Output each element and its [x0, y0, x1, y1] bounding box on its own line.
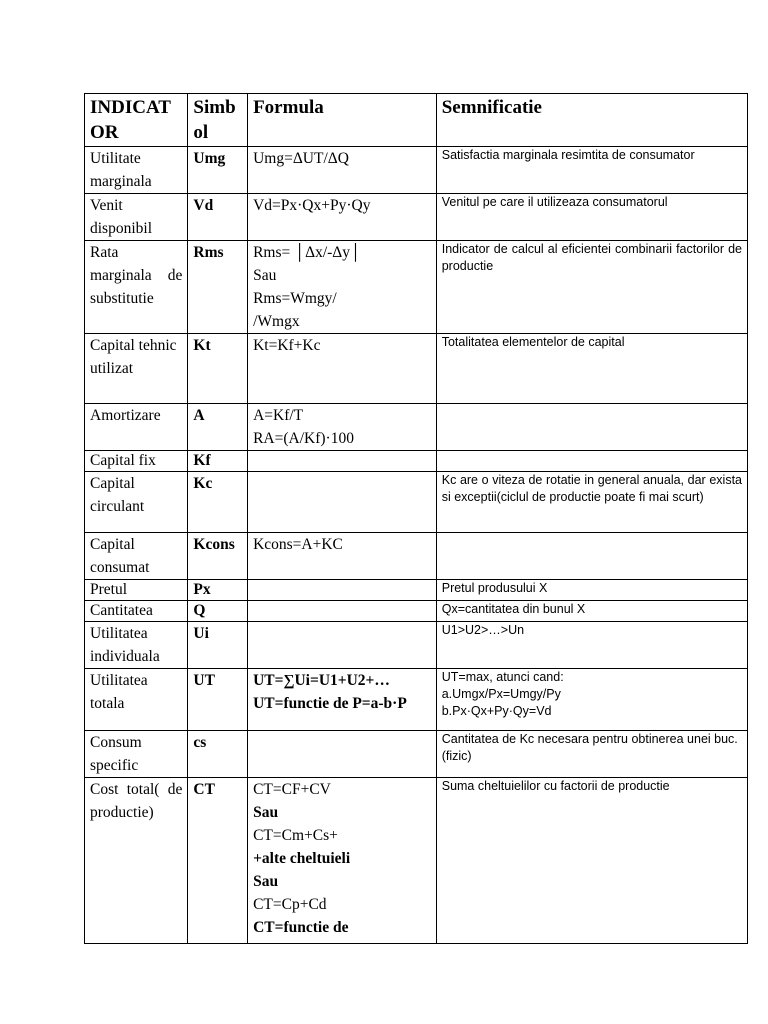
meaning-cell: Cantitatea de Kc necesara pentru obtinerea unei buc.(fizic)	[436, 731, 747, 778]
meaning-cell: Satisfactia marginala resimtita de consumator	[436, 147, 747, 194]
indicator-cell: Capital tehnic utilizat	[85, 334, 188, 404]
formula-cell	[248, 472, 437, 533]
meaning-cell: UT=max, atunci cand: a.Umgx/Px=Umgy/Py b.Px·Qx+Py·Qy=Vd	[436, 669, 747, 731]
formula-cell: A=Kf/T RA=(A/Kf)·100	[248, 404, 437, 451]
formula-cell	[248, 580, 437, 601]
formula-cell: Kcons=A+KC	[248, 533, 437, 580]
table-row	[85, 241, 748, 334]
indicator-cell: Cantitatea	[85, 601, 188, 622]
symbol-cell: cs	[188, 731, 248, 778]
meaning-cell: Kc are o viteza de rotatie in general anuala, dar exista si exceptii(ciclul de productie poate fi mai scurt)	[436, 472, 747, 533]
formula-cell: Rms= │Δx/-Δy│ Sau Rms=Wmgy/ /Wmgx	[248, 241, 437, 334]
symbol-cell: Kt	[188, 334, 248, 404]
meaning-cell: U1>U2>…>Un	[436, 622, 747, 669]
symbol-cell: Kc	[188, 472, 248, 533]
table-row	[85, 601, 748, 622]
header-meaning: Semnificatie	[436, 94, 747, 147]
table-row	[85, 622, 748, 669]
table-row	[85, 533, 748, 580]
indicator-cell: Utilitatea totala	[85, 669, 188, 731]
indicator-cell: Venit disponibil	[85, 194, 188, 241]
symbol-cell: UT	[188, 669, 248, 731]
table-row	[85, 580, 748, 601]
indicator-cell: Capital circulant	[85, 472, 188, 533]
symbol-cell: Kf	[188, 451, 248, 472]
meaning-cell: Pretul produsului X	[436, 580, 747, 601]
table-row	[85, 669, 748, 731]
symbol-cell: Rms	[188, 241, 248, 334]
indicator-cell: Cost total( de productie)	[85, 778, 188, 944]
symbol-cell: Ui	[188, 622, 248, 669]
indicator-cell: Pretul	[85, 580, 188, 601]
header-formula: Formula	[248, 94, 437, 147]
formula-cell: UT=∑Ui=U1+U2+… UT=functie de P=a-b·P	[248, 669, 437, 731]
meaning-cell: Qx=cantitatea din bunul X	[436, 601, 747, 622]
formula-cell	[248, 451, 437, 472]
table-row	[85, 731, 748, 778]
formula-cell	[248, 601, 437, 622]
formula-cell: Vd=Px·Qx+Py·Qy	[248, 194, 437, 241]
formula-cell: CT=CF+CV Sau CT=Cm+Cs+ +alte cheltuieli Sau CT=Cp+Cd CT=functie de	[248, 778, 437, 944]
table-row	[85, 194, 748, 241]
table-header-row	[85, 94, 748, 147]
indicators-table	[84, 93, 748, 944]
symbol-cell: Vd	[188, 194, 248, 241]
meaning-cell	[436, 533, 747, 580]
table-row	[85, 404, 748, 451]
meaning-cell	[436, 404, 747, 451]
table-row	[85, 147, 748, 194]
meaning-cell	[436, 451, 747, 472]
table-row	[85, 334, 748, 404]
indicator-cell: Amortizare	[85, 404, 188, 451]
formula-cell: Kt=Kf+Kc	[248, 334, 437, 404]
indicator-cell: Utilitatea individuala	[85, 622, 188, 669]
indicator-cell: Capital fix	[85, 451, 188, 472]
symbol-cell: CT	[188, 778, 248, 944]
meaning-cell: Suma cheltuielilor cu factorii de productie	[436, 778, 747, 944]
table-row	[85, 472, 748, 533]
formula-cell	[248, 731, 437, 778]
indicator-cell: Consum specific	[85, 731, 188, 778]
header-indicator: INDICAT OR	[85, 94, 188, 147]
meaning-cell: Venitul pe care il utilizeaza consumatorul	[436, 194, 747, 241]
header-symbol: Simb ol	[188, 94, 248, 147]
formula-cell: Umg=ΔUT/ΔQ	[248, 147, 437, 194]
meaning-cell: Totalitatea elementelor de capital	[436, 334, 747, 404]
indicator-cell: Rata marginala de substitutie	[85, 241, 188, 334]
indicator-cell: Capital consumat	[85, 533, 188, 580]
indicator-cell: Utilitate marginala	[85, 147, 188, 194]
symbol-cell: A	[188, 404, 248, 451]
symbol-cell: Px	[188, 580, 248, 601]
meaning-cell: Indicator de calcul al eficientei combinarii factorilor de productie	[436, 241, 747, 334]
symbol-cell: Kcons	[188, 533, 248, 580]
table-row	[85, 778, 748, 944]
symbol-cell: Umg	[188, 147, 248, 194]
table-row	[85, 451, 748, 472]
formula-cell	[248, 622, 437, 669]
symbol-cell: Q	[188, 601, 248, 622]
